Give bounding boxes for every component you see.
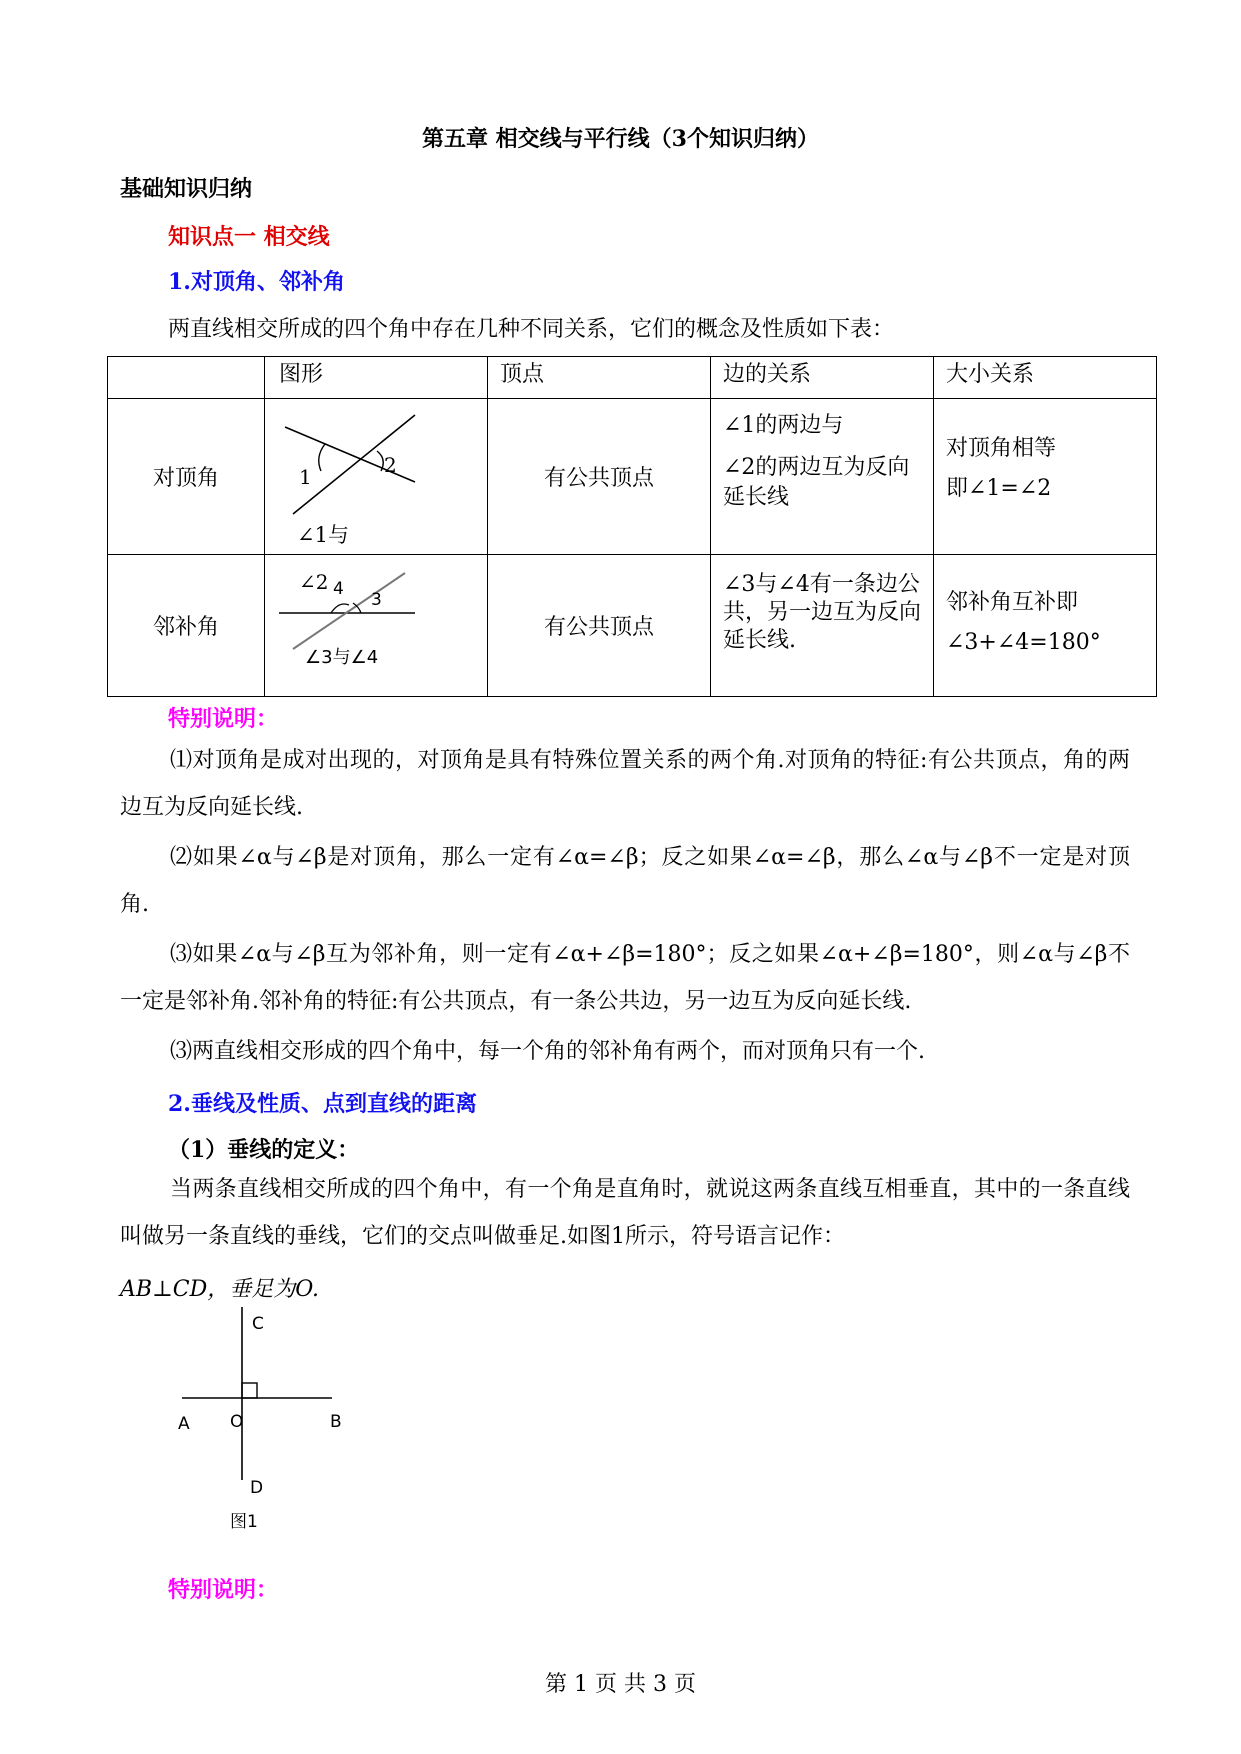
table-header-size: 大小关系 — [934, 357, 1157, 399]
edge-relation-cell-1 — [711, 399, 934, 555]
figure-1-caption: 图1 — [230, 1512, 258, 1532]
angle-1-arc — [319, 444, 325, 471]
table-header-edges: 边的关系 — [711, 357, 934, 399]
size-relation-cell-2 — [934, 555, 1157, 697]
knowledge-point-heading: 知识点一 相交线 — [168, 224, 330, 250]
size-relation-line-2: ∠3+∠4=180° — [946, 630, 1101, 655]
angle-3-label: 3 — [371, 590, 382, 610]
special-note-title: 特别说明： — [168, 706, 279, 732]
section-heading: 基础知识归纳 — [120, 176, 253, 202]
point-c-label: C — [252, 1314, 264, 1334]
vertical-angles-figure — [265, 399, 488, 555]
page-footer: 第 1 页 共 3 页 — [545, 1672, 696, 1697]
vertical-angles-diagram — [265, 399, 473, 554]
figure-1-perpendicular — [170, 1305, 370, 1532]
table-header-figure: 图形 — [265, 357, 488, 399]
figure-caption: ∠3与∠4 — [305, 647, 379, 668]
size-relation-line-1: 邻补角互补即 — [946, 590, 1079, 615]
row-name-adjacent-angles: 邻补角 — [108, 555, 265, 697]
size-relation-line-1: 对顶角相等 — [946, 436, 1057, 461]
angle-4-label: 4 — [333, 579, 344, 599]
angle-table — [107, 356, 1157, 697]
size-relation-line-2: 即∠1=∠2 — [946, 476, 1052, 501]
point-o-label: O — [230, 1412, 244, 1432]
edge-relation-line-2: ∠2的两边互为反向延长线 — [723, 455, 910, 510]
note-3: ⑶如果∠α与∠β互为邻补角，则一定有∠α+∠β=180°；反之如果∠α+∠β=180°，则∠α与∠β不一定是邻补角.邻补角的特征:有公共顶点，有一条公共边，另一边互为反向延长线. — [120, 942, 1130, 1014]
figure-caption: ∠1与 — [297, 523, 349, 547]
definition-text: 当两条直线相交所成的四个角中，有一个角是直角时，就说这两条直线互相垂直，其中的一条直线叫做另一条直线的垂线，它们的交点叫做垂足.如图1所示，符号语言记作： — [120, 1177, 1130, 1249]
definition-title: （1）垂线的定义： — [168, 1137, 360, 1163]
adjacent-angles-diagram — [265, 555, 473, 695]
figure-top-caption: ∠2 — [299, 570, 329, 594]
adjacent-angles-figure — [265, 555, 488, 697]
point-b-label: B — [330, 1412, 342, 1432]
vertex-cell-2: 有公共顶点 — [488, 555, 711, 697]
special-note-title-2: 特别说明： — [168, 1577, 279, 1603]
angle-2-label: 2 — [384, 453, 397, 477]
point-d-label: D — [250, 1478, 264, 1498]
size-relation-cell-1 — [934, 399, 1157, 555]
subsection-heading-2: 2.垂线及性质、点到直线的距离 — [168, 1091, 477, 1117]
table-header-vertex: 顶点 — [488, 357, 711, 399]
note-1: ⑴对顶角是成对出现的，对顶角是具有特殊位置关系的两个角.对顶角的特征:有公共顶点，角的两边互为反向延长线. — [120, 748, 1130, 820]
right-angle-mark — [242, 1383, 257, 1398]
page-title: 第五章 相交线与平行线（3个知识归纳） — [422, 126, 819, 152]
row-name-vertical-angles: 对顶角 — [108, 399, 265, 555]
note-2: ⑵如果∠α与∠β是对顶角，那么一定有∠α=∠β；反之如果∠α=∠β，那么∠α与∠β不一定是对顶角. — [120, 845, 1130, 917]
point-a-label: A — [178, 1414, 190, 1434]
definition-formula: AB⊥CD，垂足为O. — [120, 1277, 319, 1302]
subsection-heading-1: 1.对顶角、邻补角 — [168, 269, 345, 295]
edge-relation-cell-2: ∠3与∠4有一条边公共，另一边互为反向延长线. — [711, 555, 934, 697]
intro-text: 两直线相交所成的四个角中存在几种不同关系，它们的概念及性质如下表： — [168, 317, 895, 342]
vertex-cell-1: 有公共顶点 — [488, 399, 711, 555]
angle-1-label: 1 — [299, 465, 312, 489]
table-header-empty — [108, 357, 265, 399]
edge-relation-line-1: ∠1的两边与 — [723, 413, 844, 438]
note-4: ⑶两直线相交形成的四个角中，每一个角的邻补角有两个，而对顶角只有一个. — [170, 1039, 925, 1064]
